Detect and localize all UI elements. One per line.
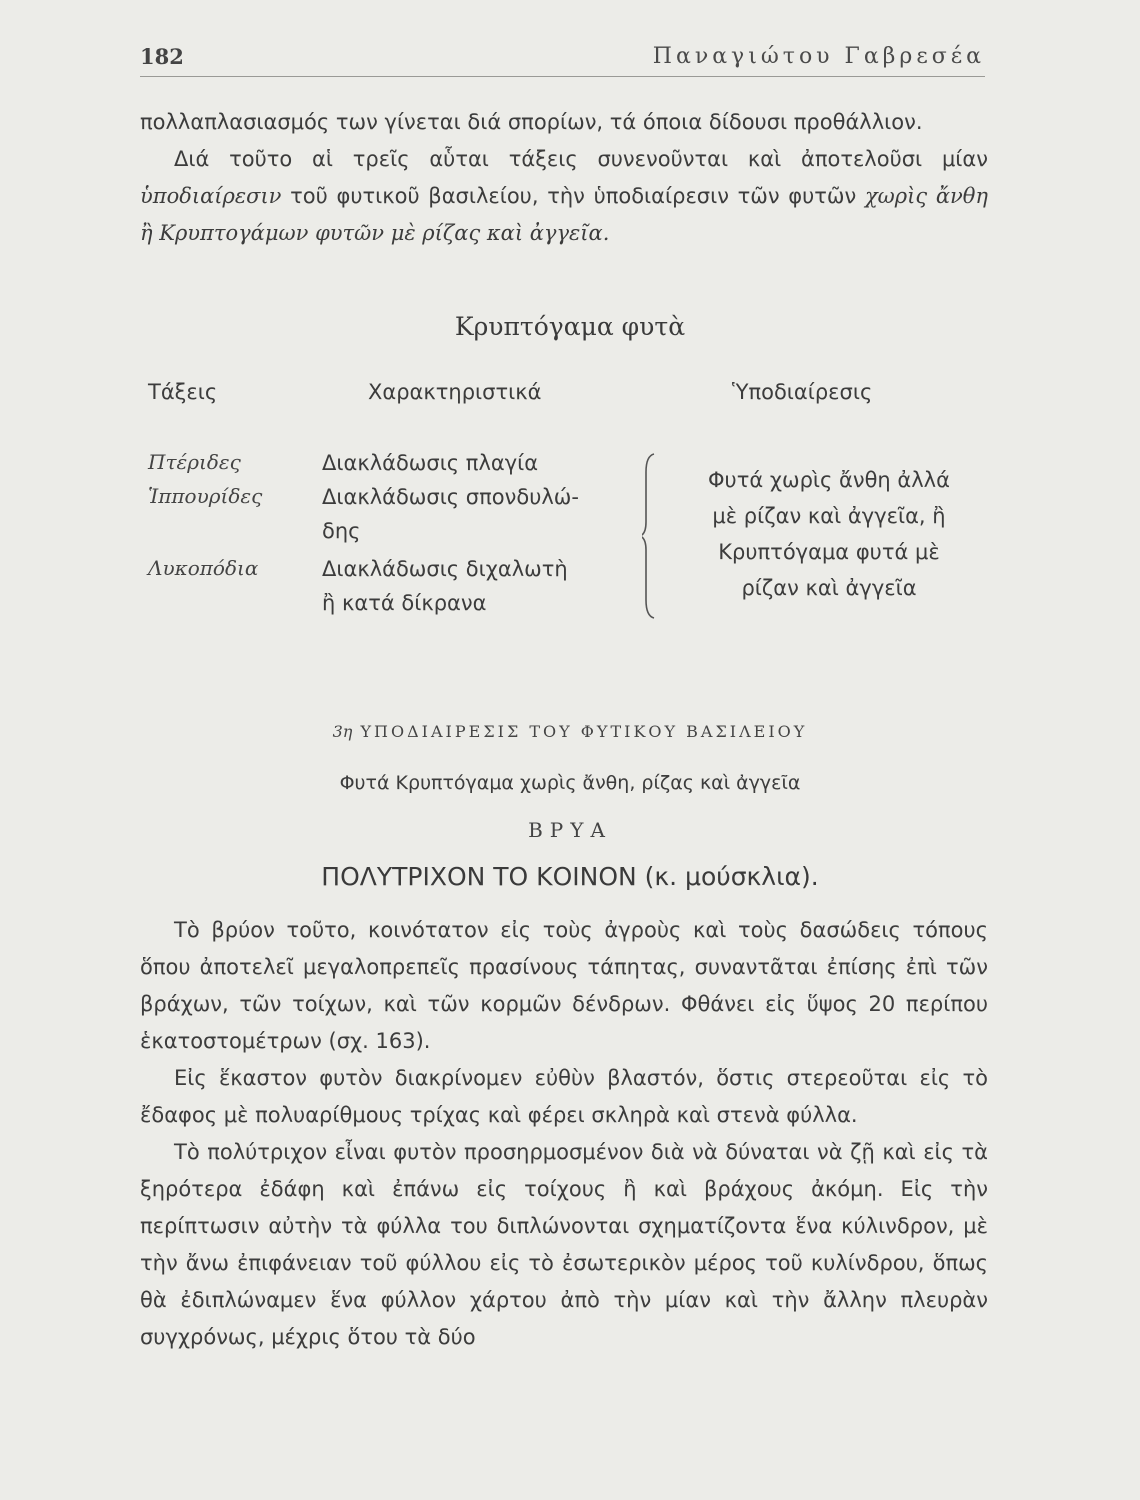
- characteristic-line: δης: [322, 519, 361, 543]
- column-header-classes: Τάξεις: [148, 380, 218, 404]
- section-subtitle: Φυτά Κρυπτόγαμα χωρὶς ἄνθη, ρίζας καὶ ἀγγεῖα: [339, 772, 801, 794]
- table-title: Κρυπτόγαμα φυτὰ: [454, 312, 686, 341]
- body-paragraph-2: Εἰς ἕκαστον φυτὸν διακρίνομεν εὐθὺν βλαστόν, ὅστις στερεοῦται εἰς τὸ ἔδαφος μὲ πολυαρίθμους τρίχας καὶ φέρει σκληρὰ καὶ στενὰ φύλλα.: [140, 1066, 988, 1127]
- page-number: 182: [140, 44, 184, 69]
- subdivision-line: Κρυπτόγαμα φυτά μὲ: [718, 540, 940, 564]
- section-heading: [0, 722, 1140, 741]
- subdivision-line: ρίζαν καὶ ἀγγεῖα: [741, 576, 917, 600]
- subdivision-line: μὲ ρίζαν καὶ ἀγγεῖα, ἢ: [712, 504, 946, 528]
- section-title: ΥΠΟΔΙΑΙΡΕΣΙΣ ΤΟΥ ΦΥΤΙΚΟΥ ΒΑΣΙΛΕΙΟΥ: [360, 722, 808, 741]
- column-header-subdivision: Ὑποδιαίρεσις: [732, 380, 873, 404]
- intro-paragraph-1: πολλαπλασιασμός των γίνεται διά σπορίων, τά όποια δίδουσι προθάλλιον.: [140, 110, 923, 134]
- characteristic-line: ἢ κατά δίκρανα: [322, 591, 487, 615]
- intro-p2-italic-2: χωρὶς ἄνθη ἢ Κρυπτογάμων φυτῶν μὲ ρίζας καὶ ἀγγεῖα.: [140, 184, 988, 245]
- class-name: Λυκοπόδια: [148, 556, 259, 580]
- grouping-brace: [642, 452, 656, 620]
- main-text: [140, 912, 988, 1356]
- page-header: [140, 40, 985, 77]
- intro-p2-italic-1: ὑποδιαίρεσιν: [140, 184, 282, 208]
- subdivision-line: Φυτά χωρὶς ἄνθη ἀλλά: [708, 468, 950, 492]
- group-heading: ΒΡΥΑ: [528, 818, 612, 842]
- running-title: Παναγιώτου Γαβρεσέα: [652, 44, 985, 69]
- section-ordinal: 3η: [332, 722, 353, 741]
- subdivision-text: [668, 462, 990, 606]
- body-paragraph-3: Τὸ πολύτριχον εἶναι φυτὸν προσηρμοσμένον διὰ νὰ δύναται νὰ ζῇ καὶ εἰς τὰ ξηρότερα ἐδάφη καὶ ἐπάνω εἰς τοίχους ἢ καὶ βράχους ἀκόμη. Εἰς τὴν περίπτωσιν αὐτὴν τὰ φύλλα του διπλώνονται σχηματίζοντα ἕνα κύλινδρον, μὲ τὴν ἄνω ἐπιφάνειαν τοῦ φύλλου εἰς τὸ ἐσωτερικὸν μέρος τοῦ κυλίνδρου, ὅπως θὰ ἐδιπλώναμεν ἕνα φύλλον χάρτου ἀπὸ τὴν μίαν καὶ τὴν ἄλλην πλευρὰν συγχρόνως, μέχρις ὅτου τὰ δύο: [140, 1140, 988, 1349]
- intro-paragraph-2: [140, 141, 988, 252]
- characteristic-line: Διακλάδωσις διχαλωτὴ: [322, 557, 568, 581]
- characteristic-line: Διακλάδωσις σπονδυλώ-: [322, 485, 579, 509]
- species-heading: ΠΟΛΥΤΡΙΧΟΝ ΤΟ ΚΟΙΝΟΝ (κ. μούσκλια).: [321, 862, 819, 891]
- class-name: Πτέριδες: [148, 450, 241, 474]
- intro-text: [140, 104, 988, 252]
- intro-p2-mid: τοῦ φυτικοῦ βασιλείου, τὴν ὑποδιαίρεσιν τῶν φυτῶν: [281, 184, 865, 208]
- class-name: Ἱππουρίδες: [148, 484, 263, 508]
- characteristic-line: Διακλάδωσις πλαγία: [322, 451, 539, 475]
- intro-p2-start: Διά τοῦτο αἱ τρεῖς αὗται τάξεις συνενοῦνται καὶ ἀποτελοῦσι μίαν: [174, 147, 988, 171]
- column-header-characteristics: Χαρακτηριστικά: [368, 380, 542, 404]
- body-paragraph-1: Τὸ βρύον τοῦτο, κοινότατον εἰς τοὺς ἀγροὺς καὶ τοὺς δασώδεις τόπους ὅπου ἀποτελεῖ μεγαλοπρεπεῖς πρασίνους τάπητας, συναντᾶται ἐπίσης ἐπὶ τῶν βράχων, τῶν τοίχων, καὶ τῶν κορμῶν δένδρων. Φθάνει εἰς ὕψος 20 περίπου ἑκατοστομέτρων (σχ. 163).: [140, 918, 988, 1053]
